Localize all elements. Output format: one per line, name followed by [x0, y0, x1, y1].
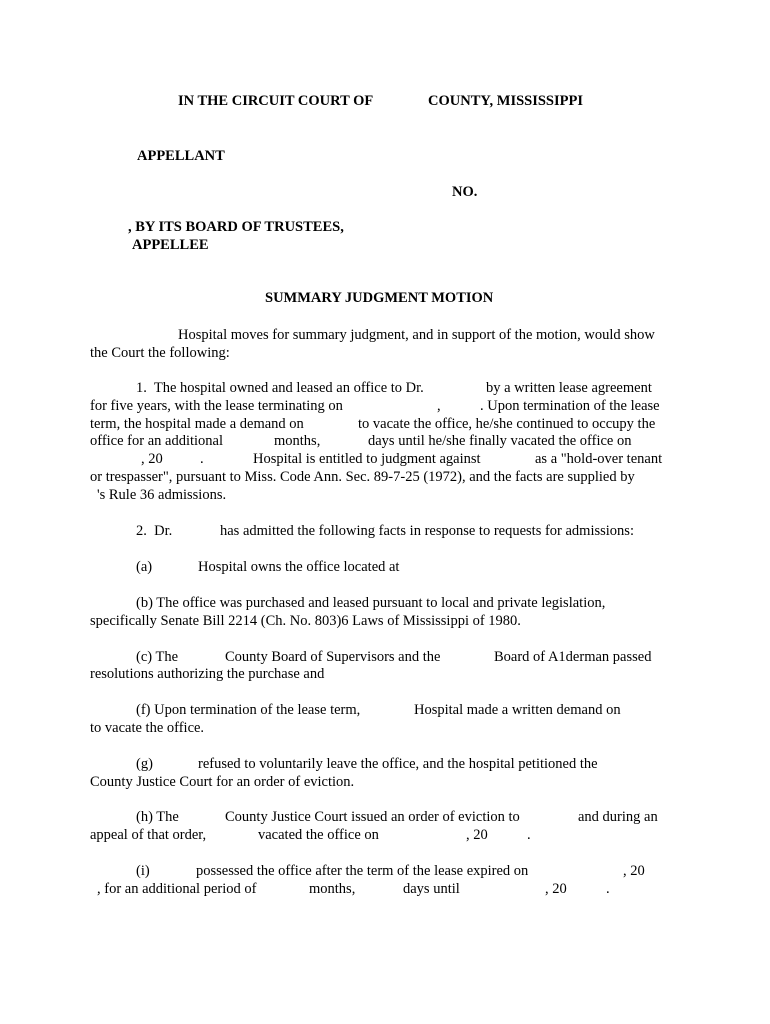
item-c-line2: resolutions authorizing the purchase and	[90, 666, 325, 682]
item-i-line2-e: .	[606, 881, 610, 897]
item-f-line2: to vacate the office.	[90, 720, 205, 736]
item-g-label: (g)	[136, 756, 153, 772]
para1-line4-b: months,	[274, 433, 321, 449]
item-b-line1: (b) The office was purchased and leased pursuant to local and private legislation,	[136, 595, 606, 611]
item-h-line2-c: , 20	[466, 827, 488, 843]
intro-line-2: the Court the following:	[90, 345, 230, 361]
item-b-line2: specifically Senate Bill 2214 (Ch. No. 803)6 Laws of Mississippi of 1980.	[90, 613, 521, 629]
item-g-line1: refused to voluntarily leave the office, and the hospital petitioned the	[198, 756, 598, 772]
item-a-text: Hospital owns the office located at	[198, 559, 400, 575]
item-f-line1-b: Hospital made a written demand on	[414, 702, 621, 718]
item-a-label: (a)	[136, 559, 153, 575]
item-c-line1-a: (c) The	[136, 649, 178, 665]
item-i-line2-a: , for an additional period of	[97, 881, 257, 897]
court-heading-left: IN THE CIRCUIT COURT OF	[178, 93, 374, 109]
item-h-line2-b: vacated the office on	[258, 827, 379, 843]
para1-line6: or trespasser", pursuant to Miss. Code Ann. Sec. 89-7-25 (1972), and the facts are supplied by	[90, 469, 635, 485]
intro-line-1: Hospital moves for summary judgment, and in support of the motion, would show	[178, 327, 655, 343]
item-i-label: (i)	[136, 863, 150, 879]
item-h-line2-a: appeal of that order,	[90, 827, 207, 843]
para1-line7: 's Rule 36 admissions.	[97, 487, 227, 503]
item-c-line1-c: Board of A1derman passed	[494, 649, 652, 665]
document-title: SUMMARY JUDGMENT MOTION	[265, 290, 494, 306]
para1-line4-c: days until he/she finally vacated the office on	[368, 433, 632, 449]
para1-line1-a: 1. The hospital owned and leased an office to Dr.	[136, 380, 424, 396]
para1-line2-c: . Upon termination of the lease	[480, 398, 660, 414]
para1-line2-a: for five years, with the lease terminating on	[90, 398, 343, 414]
court-heading-right: COUNTY, MISSISSIPPI	[428, 93, 583, 109]
para1-line5-b: .	[200, 451, 204, 467]
item-i-line2-c: days until	[403, 881, 460, 897]
item-h-line1-c: and during an	[578, 809, 658, 825]
case-number-label: NO.	[452, 184, 478, 200]
item-h-line1-a: (h) The	[136, 809, 179, 825]
item-f-line1-a: (f) Upon termination of the lease term,	[136, 702, 361, 718]
appellee-label: APPELLEE	[132, 237, 209, 253]
appellee-board-line: , BY ITS BOARD OF TRUSTEES,	[128, 219, 344, 235]
para1-line5-c: Hospital is entitled to judgment against	[253, 451, 481, 467]
item-c-line1-b: County Board of Supervisors and the	[225, 649, 441, 665]
para1-line2-b: ,	[437, 398, 441, 414]
para1-line3-b: to vacate the office, he/she continued to occupy the	[358, 416, 656, 432]
item-g-line2: County Justice Court for an order of eviction.	[90, 774, 355, 790]
item-i-line1-year: , 20	[623, 863, 645, 879]
para1-line5-a: , 20	[141, 451, 163, 467]
item-i-line2-b: months,	[309, 881, 356, 897]
item-i-line1: possessed the office after the term of the lease expired on	[196, 863, 529, 879]
para2-lead: 2. Dr.	[136, 523, 173, 539]
para2-text: has admitted the following facts in response to requests for admissions:	[220, 523, 634, 539]
item-i-line2-d: , 20	[545, 881, 567, 897]
item-h-line2-d: .	[527, 827, 531, 843]
para1-line1-b: by a written lease agreement	[486, 380, 652, 396]
item-h-line1-b: County Justice Court issued an order of eviction to	[225, 809, 520, 825]
appellant-label: APPELLANT	[137, 148, 225, 164]
para1-line5-d: as a "hold-over tenant	[535, 451, 663, 467]
para1-line3-a: term, the hospital made a demand on	[90, 416, 304, 432]
para1-line4-a: office for an additional	[90, 433, 223, 449]
